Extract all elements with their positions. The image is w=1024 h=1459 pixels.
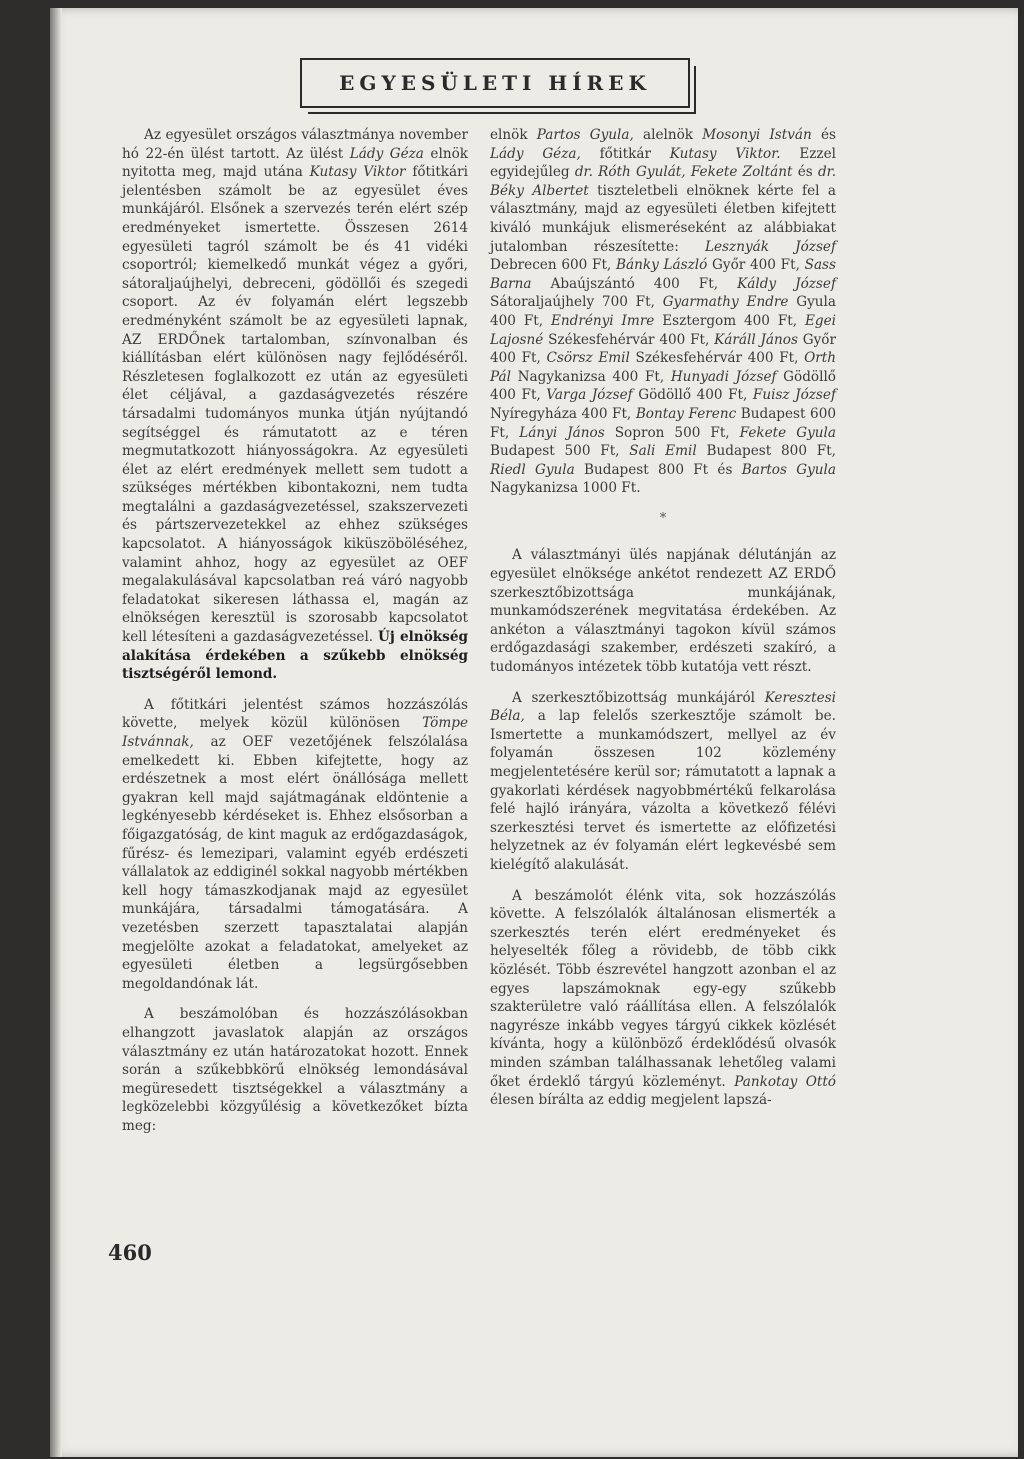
paragraph: A beszámolóban és hozzászólásokban elhangzott javaslatok alapján az országos választmány ez után határozatokat hozott. Ennek során a szűkebbkörű elnökség lemondásával megüresedett tisztségekkel a választmány a legközelebbi közgyűlésig a következőket bízta meg: xyxy=(122,1006,468,1134)
paragraph: A beszámolót élénk vita, sok hozzászólás követte. A felszólalók általánosan elismerték a szerkesztés terén elért eredményeket és helyeselték főleg a rövidebb, de több cikk közlését. Több észrevétel hangzott azonban el az egyes lapszámoknak egy-egy szűkebb szakterületre való ráállítása ellen. A felszólalók nagyrésze inkább vegyes tárgyú cikkek közlését kívánta, hogy a különböző érdeklődésű olvasók minden számban találhassanak lehetőleg valami őket érdeklő tárgyú közleményt. Pankotay Ottó élesen bírálta az eddig megjelent lapszá- xyxy=(490,887,836,1109)
paragraph: A főtitkári jelentést számos hozzászólás követte, melyek közül különösen Tömpe Istvánnak, az OEF vezetőjének felszólalása emelkedett ki. Ebben kifejtette, hogy az erdészetnek a most elért önállósága mellett gyakran kell majd sajátmagának eldöntenie a legkényesebb kérdéseket is. Ehhez elsősorban a főigazgatóság, de kint maguk az erdőgazdaságok, fűrész- és lemezipari, valamint egyéb erdészeti vállalatok az eddiginél sokkal nagyobb mértékben kell hogy támaszkodjanak majd az egyesület munkájára, társadalmi támogatására. A vezetésben szerzett tapasztalatai alapján megjelölte azokat a feladatokat, amelyeket az egyesületi életben a legsürgősebben megoldandónak lát. xyxy=(122,696,468,992)
left-column xyxy=(122,126,468,1147)
paragraph: A választmányi ülés napjának délutánján az egyesület elnöksége ankétot rendezett AZ ERDŐ szerkesztőbizottsága munkájának, munkamódszerének megvitatása érdekében. Az ankéton a választmányi tagokon kívül számos erdőgazdasági szakember, erdészeti szakíró, a tudományos intézetek több kutatója vett részt. xyxy=(490,547,836,676)
section-title: EGYESÜLETI HÍREK xyxy=(339,71,651,95)
paragraph: A szerkesztőbizottság munkájáról Keresztesi Béla, a lap felelős szerkesztője számolt be. Ismertette a munkamódszert, mellyel az év folyamán összesen 102 közlemény megjelentetésére kerül sor; rámutatott a lapnak a gyakorlati kérdések nagyobbmértékű felkarolása felé hajló irányára, vázolta a következő félévi szerkesztési tervet és ismertette az előfizetési helyzetnek az év folyamán elért legkevésbé sem kielégítő alakulását. xyxy=(490,689,836,873)
page-gutter-shadow xyxy=(50,8,62,1457)
section-header xyxy=(300,58,690,108)
section-separator: * xyxy=(659,510,667,526)
paragraph: elnök Partos Gyula, alelnök Mosonyi István és Lády Géza, főtitkár Kutasy Viktor. Ezzel egyidejűleg dr. Róth Gyulát, Fekete Zoltánt és dr. Béky Albertet tiszteletbeli elnöknek kérte fel a választmány, majd az egyesületi életben kifejtett kiváló munkájuk elismeréseként az alábbiakat jutalomban részesítette: Lesznyák József Debrecen 600 Ft, Bánky László Győr 400 Ft, Sass Barna Abaújszántó 400 Ft, Káldy József Sátoraljaújhely 700 Ft, Gyarmathy Endre Gyula 400 Ft, Endrényi Imre Esztergom 400 Ft, Egei Lajosné Székesfehérvár 400 Ft, Káráll János Győr 400 Ft, Csörsz Emil Székesfehérvár 400 Ft, Orth Pál Nagykanizsa 400 Ft, Hunyadi József Gödöllő 400 Ft, Varga József Gödöllő 400 Ft, Fuisz József Nyíregyháza 400 Ft, Bontay Ferenc Budapest 600 Ft, Lányi János Sopron 500 Ft, Fekete Gyula Budapest 500 Ft, Sali Emil Budapest 800 Ft, Riedl Gyula Budapest 800 Ft és Bartos Gyula Nagykanizsa 1000 Ft. xyxy=(490,127,837,497)
page-number: 460 xyxy=(108,1240,152,1265)
paragraph: Az egyesület országos választmánya november hó 22-én ülést tartott. Az ülést Lády Géza elnök nyitotta meg, majd utána Kutasy Viktor főtitkári jelentésben számolt be az egyesület éves munkájáról. Elsőnek a szervezés terén elért szép eredményeket ismertette. Összesen 2614 egyesületi tagról számolt be és 41 vidéki csoportról; kiemelkedő munkát végez a győri, sátoraljaújhelyi, debreceni, gödöllői és szegedi csoport. Az év folyamán elért legszebb eredményként számolt be az egyesületi lapnak, AZ ERDŐnek tartalomban, színvonalban és kiállításban elért különösen nagy fejlődéséről. Részletesen foglalkozott ez után az egyesületi élet céljával, a gazdaságvezetés részére társadalmi tudományos munka útján nyújtandó segítséggel és rámutatott az e téren megmutatkozott hiányosságokra. Az egyesületi élet az elért eredmények mellett sem tudott a szükséges mértékben kibontakozni, nem tudta megtalálni a gazdaságvezetéssel, szakszervezeti és pártszervezetekkel az ehhez szükséges kapcsolatot. A hiányosságok kiküszöböléséhez, valamint ahhoz, hogy az egyesület az OEF megalakulásával kapcsolatban reá váró nagyobb feladatokat sikeresen láthassa el, magán az elnökségen keresztül is szorosabb kapcsolatot kell létesíteni a gazdaságvezetéssel. Új elnökség alakítása érdekében a szűkebb elnökség tisztségéről lemond. xyxy=(122,127,468,683)
right-column xyxy=(490,126,836,1122)
